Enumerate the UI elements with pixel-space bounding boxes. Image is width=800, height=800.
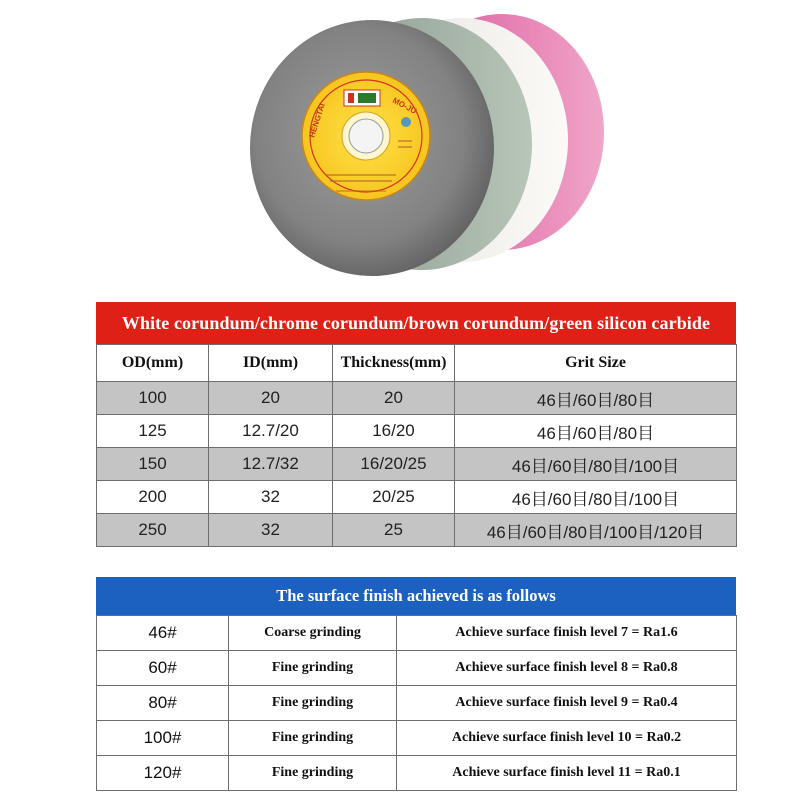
grinding-wheels-illustration [240, 14, 610, 284]
cell-od: 125 [97, 415, 209, 448]
cell-thickness: 20/25 [333, 481, 455, 514]
table-row [97, 481, 737, 514]
cell-grinding-type: Fine grinding [229, 721, 397, 756]
cell-grit: 46目/60目/80目 [455, 382, 737, 415]
table-row [97, 686, 737, 721]
cell-grit: 80# [97, 686, 229, 721]
cell-grit: 46目/60目/80目 [455, 415, 737, 448]
table-row [97, 616, 737, 651]
spec-table-title: White corundum/chrome corundum/brown corundum/green silicon carbide [96, 302, 736, 344]
header-id: ID(mm) [209, 345, 333, 382]
table-row [97, 415, 737, 448]
cell-od: 200 [97, 481, 209, 514]
table-row [97, 651, 737, 686]
table-row [97, 382, 737, 415]
cell-id: 20 [209, 382, 333, 415]
arbor-hole [349, 119, 383, 153]
label-brand-right: MO-JU [391, 95, 419, 116]
table-row [97, 514, 737, 547]
cell-thickness: 16/20 [333, 415, 455, 448]
cell-surface-finish: Achieve surface finish level 10 = Ra0.2 [397, 721, 737, 756]
cell-surface-finish: Achieve surface finish level 9 = Ra0.4 [397, 686, 737, 721]
cell-grinding-type: Fine grinding [229, 686, 397, 721]
grinding-wheels-photo [240, 14, 610, 284]
cell-grit: 46目/60目/80目/100目 [455, 481, 737, 514]
cell-od: 250 [97, 514, 209, 547]
cell-grit: 120# [97, 756, 229, 791]
label-brand-left: HENGTAI [307, 102, 327, 139]
cell-thickness: 20 [333, 382, 455, 415]
cell-grinding-type: Fine grinding [229, 651, 397, 686]
cell-surface-finish: Achieve surface finish level 11 = Ra0.1 [397, 756, 737, 791]
cell-grinding-type: Fine grinding [229, 756, 397, 791]
spec-table [96, 344, 737, 547]
cell-grit: 100# [97, 721, 229, 756]
cell-id: 12.7/20 [209, 415, 333, 448]
cell-id: 32 [209, 514, 333, 547]
cell-grit: 60# [97, 651, 229, 686]
cell-grit: 46# [97, 616, 229, 651]
cell-surface-finish: Achieve surface finish level 8 = Ra0.8 [397, 651, 737, 686]
spec-table-section [96, 302, 736, 547]
header-od: OD(mm) [97, 345, 209, 382]
spec-header-row [97, 345, 737, 382]
cell-id: 12.7/32 [209, 448, 333, 481]
finish-table-title: The surface finish achieved is as follows [96, 577, 736, 615]
table-row [97, 448, 737, 481]
cell-thickness: 16/20/25 [333, 448, 455, 481]
table-row [97, 756, 737, 791]
header-thickness: Thickness(mm) [333, 345, 455, 382]
cell-grit: 46目/60目/80目/100目/120目 [455, 514, 737, 547]
cell-id: 32 [209, 481, 333, 514]
cell-grit: 46目/60目/80目/100目 [455, 448, 737, 481]
table-row [97, 721, 737, 756]
cell-surface-finish: Achieve surface finish level 7 = Ra1.6 [397, 616, 737, 651]
cell-grinding-type: Coarse grinding [229, 616, 397, 651]
cell-thickness: 25 [333, 514, 455, 547]
header-grit-size: Grit Size [455, 345, 737, 382]
finish-table-section [96, 577, 736, 791]
cell-od: 100 [97, 382, 209, 415]
finish-table [96, 615, 737, 791]
cell-od: 150 [97, 448, 209, 481]
